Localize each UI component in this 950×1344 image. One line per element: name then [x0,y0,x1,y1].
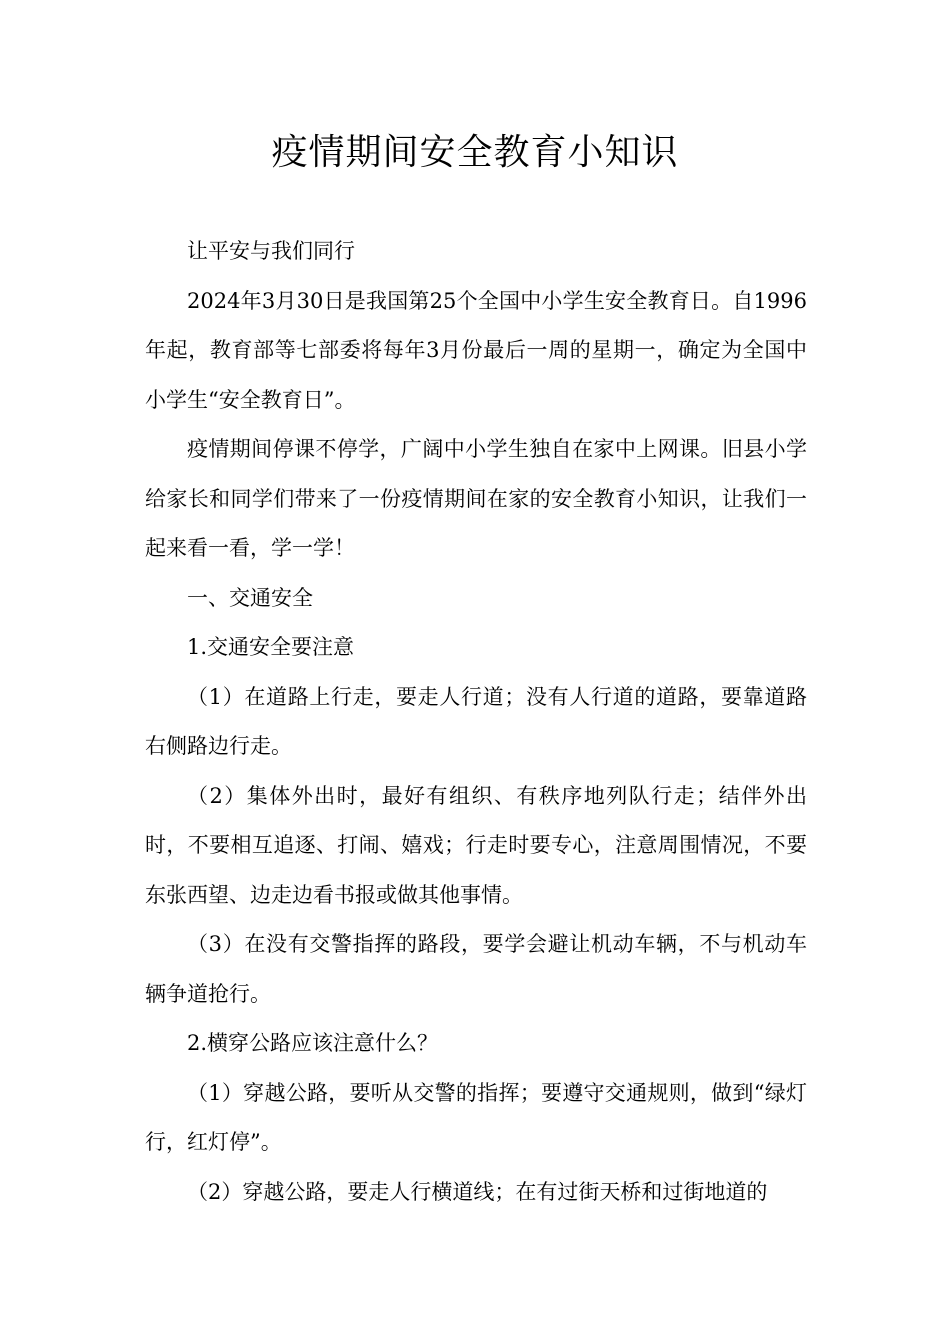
list-item: （2）集体外出时，最好有组织、有秩序地列队行走；结伴外出时，不要相互追逐、打闹、嬉戏；行走时要专心，注意周围情况，不要东张西望、边走边看书报或做其他事情。 [145,783,807,907]
document-title: 疫情期间安全教育小知识 [271,132,679,173]
list-item: （2）穿越公路，要走人行横道线；在有过街天桥和过街地道的 [187,1179,768,1204]
document-body [145,227,807,1217]
subheading-traffic-attention: 1.交通安全要注意 [187,635,355,659]
paragraph-safety-day: 2024年3月30日是我国第25个全国中小学生安全教育日。自1996年起，教育部等七部委将每年3月份最后一周的星期一，确定为全国中小学生“安全教育日”。 [145,288,807,412]
list-item: （3）在没有交警指挥的路段，要学会避让机动车辆，不与机动车辆争道抢行。 [145,932,807,1006]
subheading-crossing-road: 2.横穿公路应该注意什么？ [187,1031,439,1055]
paragraph-intro: 让平安与我们同行 [187,239,355,263]
paragraph-online-class: 疫情期间停课不停学，广阔中小学生独自在家中上网课。旧县小学给家长和同学们带来了一份疫情期间在家的安全教育小知识，让我们一起来看一看，学一学！ [145,437,807,560]
list-item: （1）在道路上行走，要走人行道；没有人行道的道路，要靠道路右侧路边行走。 [145,684,807,758]
list-item: （1）穿越公路，要听从交警的指挥；要遵守交通规则，做到“绿灯行，红灯停”。 [145,1080,807,1154]
section-heading-traffic: 一、交通安全 [187,585,313,610]
